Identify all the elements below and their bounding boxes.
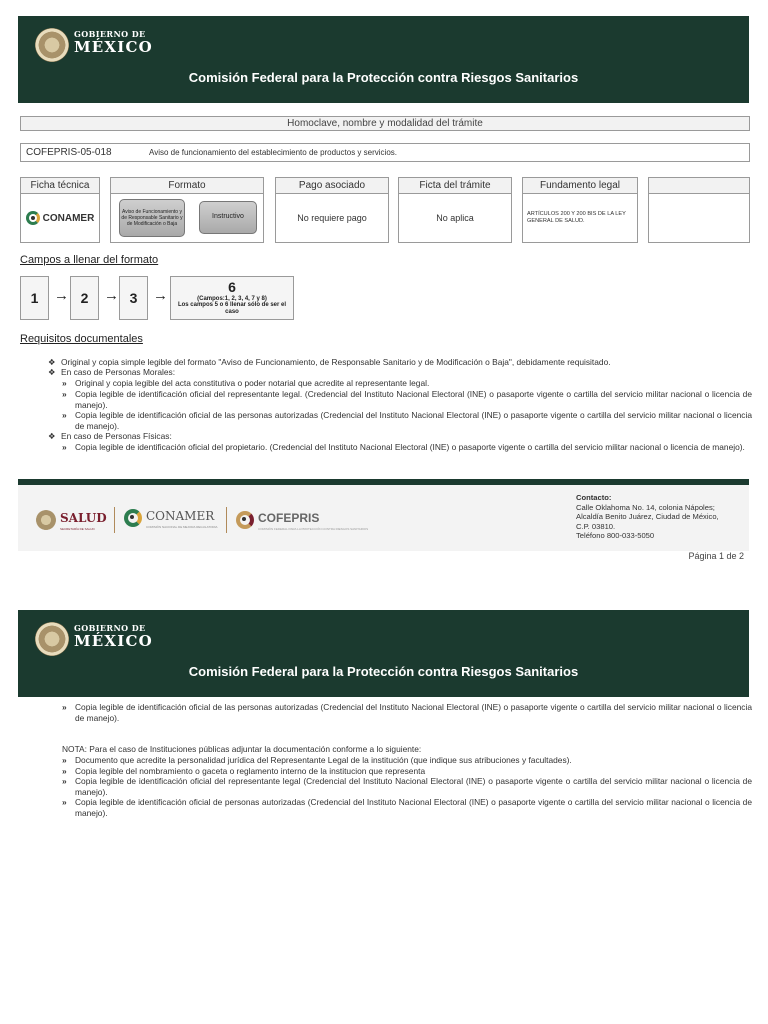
req-item-1: ❖ Original y copia simple legible del formato "Aviso de Funcionamiento, de Responsable Sanitario y de Modificación o Baja", debidamente requisitado. (48, 357, 611, 367)
gobierno-logo: GOBIERNO DE MÉXICO (74, 623, 153, 650)
req-item-3: ❖ En caso de Personas Físicas: (48, 431, 172, 441)
mexico-seal-icon (35, 28, 69, 62)
fundamento-cell: ARTÍCULOS 200 Y 200 BIS DE LA LEY GENERAL DE SALUD. (522, 194, 638, 243)
mexico-seal-icon (35, 622, 69, 656)
gobierno-logo: GOBIERNO DE MÉXICO (74, 29, 153, 56)
conamer-link[interactable]: CONAMER (26, 211, 95, 225)
req-item-2a: » Original y copia legible del acta constitutiva o poder notarial que acredite al representante legal. (62, 378, 430, 388)
formato-instructivo-button[interactable]: Instructivo (199, 201, 257, 234)
page2-item-a: » Copia legible de identificación oficial de las personas autorizadas (Credencial del Instituto Nacional Electoral (INE) o pasaporte vigente o cartilla del servicio militar nacional o licencia de manejo). (62, 702, 752, 723)
header-title: Comisión Federal para la Protección contra Riesgos Sanitarios (188, 70, 579, 85)
divider (226, 507, 227, 533)
step-3: 3 (119, 276, 148, 320)
requisitos-title: Requisitos documentales (20, 333, 143, 345)
tramite-code: COFEPRIS-05-018 (26, 147, 112, 158)
tramite-row (20, 143, 750, 162)
page-number: Página 1 de 2 (688, 551, 744, 561)
campos-title: Campos a llenar del formato (20, 254, 159, 266)
salud-logo: SALUD SECRETARÍA DE SALUD (36, 509, 107, 531)
arrow-icon: → (153, 287, 168, 304)
header-ficta: Ficta del trámite (398, 177, 512, 194)
header-title: Comisión Federal para la Protección contra Riesgos Sanitarios (188, 664, 579, 679)
salud-seal-icon (36, 510, 56, 530)
ficta-cell: No aplica (398, 194, 512, 243)
ficha-tecnica-cell[interactable] (20, 194, 100, 243)
req-item-2c: » Copia legible de identificación oficial de las personas autorizadas (Credencial del Instituto Nacional Electoral (INE) o pasaporte vigente o cartilla del servicio militar nacional o licencia de manejo). (62, 410, 752, 431)
cofepris-logo: COFEPRIS COMISIÓN FEDERAL PARA LA PROTECCIÓN CONTRA RIESGOS SANITARIOS (236, 509, 368, 531)
nota-text: NOTA: Para el caso de Instituciones públicas adjuntar la documentación conforme a lo siguiente: (62, 744, 422, 754)
nota-item-1: » Documento que acredite la personalidad jurídica del Representante Legal de la institución (que indique sus atribuciones y facultades). (62, 755, 572, 765)
nota-item-3: » Copia legible de identificación oficial del representante legal (Credencial del Instituto Nacional Electoral (INE) o pasaporte vigente o cartilla del servicio militar nacional o licencia de manejo). (62, 776, 752, 797)
pago-cell: No requiere pago (275, 194, 389, 243)
conamer-footer-logo: CONAMER COMISIÓN NACIONAL DE MEJORA REGULATORIA (124, 507, 217, 529)
formato-cell (110, 194, 264, 243)
step-1: 1 (20, 276, 49, 320)
step-2: 2 (70, 276, 99, 320)
page1-footer (18, 479, 749, 551)
nota-item-2: » Copia legible del nombramiento o gaceta o reglamento interno de la institucion que representa (62, 766, 426, 776)
contact-block: Contacto: Calle Oklahoma No. 14, colonia Nápoles; Alcaldía Benito Juárez, Ciudad de México, C.P. 03810. Teléfono 800-033-5050 (576, 493, 719, 540)
tramite-name: Aviso de funcionamiento del establecimiento de productos y servicios. (149, 148, 397, 157)
divider (114, 507, 115, 533)
arrow-icon: → (104, 287, 119, 304)
homoclave-bar: Homoclave, nombre y modalidad del trámite (20, 116, 750, 131)
req-item-2: ❖ En caso de Personas Morales: (48, 367, 176, 377)
arrow-icon: → (54, 287, 69, 304)
header-fundamento: Fundamento legal (522, 177, 638, 194)
nota-item-4: » Copia legible de identificación oficial de personas autorizadas (Credencial del Instituto Nacional Electoral (INE) o pasaporte vigente o cartilla del servicio militar nacional o licencia de manejo). (62, 797, 752, 818)
header-empty (648, 177, 750, 194)
formato-aviso-button[interactable]: Aviso de Funcionamiento y de Responsable Sanitario y de Modificación o Baja (119, 199, 185, 237)
page1-header (18, 16, 749, 103)
header-pago: Pago asociado (275, 177, 389, 194)
header-ficha-tecnica: Ficha técnica (20, 177, 100, 194)
conamer-icon (124, 509, 142, 527)
conamer-icon (26, 211, 40, 225)
header-formato: Formato (110, 177, 264, 194)
step-6: 6 (Campos:1, 2, 3, 4, 7 y 8) Los campos 5 o 6 llenar sólo de ser el caso (170, 276, 294, 320)
empty-cell (648, 194, 750, 243)
req-item-2b: » Copia legible de identificación oficial del representante legal. (Credencial del Instituto Nacional Electoral (INE) o pasaporte vigente o cartilla del servicio militar nacional o licencia de manejo). (62, 389, 752, 410)
cofepris-icon (236, 511, 254, 529)
page2-header (18, 610, 749, 697)
req-item-3a: » Copia legible de identificación oficial del propietario. (Credencial del Instituto Nacional Electoral (INE) o pasaporte vigente o cartilla del servicio militar nacional o licencia de manejo). (62, 442, 745, 452)
